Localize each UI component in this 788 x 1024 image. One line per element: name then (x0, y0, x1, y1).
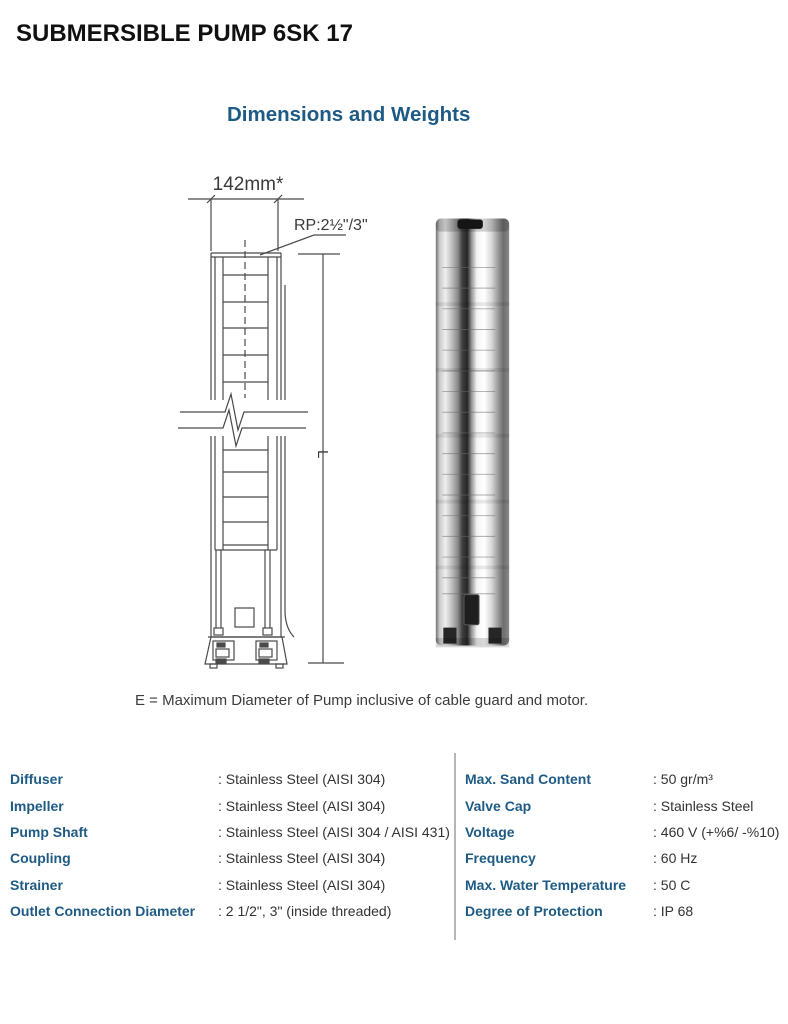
spec-value: : Stainless Steel (AISI 304) (218, 771, 386, 788)
spec-label: Valve Cap (465, 797, 532, 814)
spec-row (465, 872, 785, 898)
spec-row (10, 792, 446, 818)
pump-body (436, 219, 509, 646)
spec-row (10, 845, 446, 871)
spec-label: Diffuser (10, 771, 63, 788)
pump-technical-drawing (168, 160, 398, 700)
spec-row (465, 819, 785, 845)
spec-value: : Stainless Steel (AISI 304 / AISI 431) (218, 823, 450, 840)
spec-label: Max. Water Temperature (465, 876, 627, 893)
spec-column-right (465, 766, 785, 924)
spec-label: Frequency (465, 850, 536, 867)
spec-column-left (10, 766, 450, 924)
spec-value: : 50 gr/m³ (653, 771, 713, 788)
spec-label: Coupling (10, 850, 71, 867)
spec-value: : 460 V (+%6/ -%10) (653, 823, 780, 840)
spec-label: Degree of Protection (465, 903, 603, 920)
spec-value: : Stainless Steel (653, 797, 754, 814)
spec-row (10, 898, 446, 924)
spec-value: : Stainless Steel (AISI 304) (218, 850, 386, 867)
width-dimension-label: 142mm* (212, 174, 284, 195)
spec-value: : Stainless Steel (AISI 304) (218, 876, 386, 893)
pump-bottom-rim (436, 638, 509, 647)
figure-area (0, 150, 788, 680)
spec-label: Voltage (465, 823, 515, 840)
column-divider (454, 753, 456, 940)
length-dimension-label: L (314, 450, 331, 459)
spec-value: : 60 Hz (653, 850, 698, 867)
spec-value: : 50 C (653, 876, 691, 893)
spec-value: : 2 1/2", 3" (inside threaded) (218, 903, 392, 920)
spec-label: Max. Sand Content (465, 771, 592, 788)
spec-row (465, 792, 785, 818)
cable-guard-top (457, 219, 482, 228)
cable-guard-bottom (464, 595, 479, 625)
spec-label: Impeller (10, 797, 64, 814)
thread-size-label: RP:2½"/3" (294, 217, 368, 234)
spec-row (10, 819, 450, 845)
spec-table (0, 766, 788, 941)
page-title: SUBMERSIBLE PUMP 6SK 17 (16, 20, 353, 47)
spec-label: Strainer (10, 876, 63, 893)
spec-label: Outlet Connection Diameter (10, 903, 196, 920)
section-heading: Dimensions and Weights (227, 103, 471, 126)
spec-row (10, 872, 446, 898)
spec-row (465, 898, 785, 924)
spec-label: Pump Shaft (10, 823, 88, 840)
spec-row (465, 845, 785, 871)
spec-value: : Stainless Steel (AISI 304) (218, 797, 386, 814)
figure-caption: E = Maximum Diameter of Pump inclusive of cable guard and motor. (135, 692, 589, 709)
spec-row (10, 766, 446, 792)
spec-row (465, 766, 785, 792)
spec-value: : IP 68 (653, 903, 694, 920)
pump-photo (433, 202, 512, 662)
